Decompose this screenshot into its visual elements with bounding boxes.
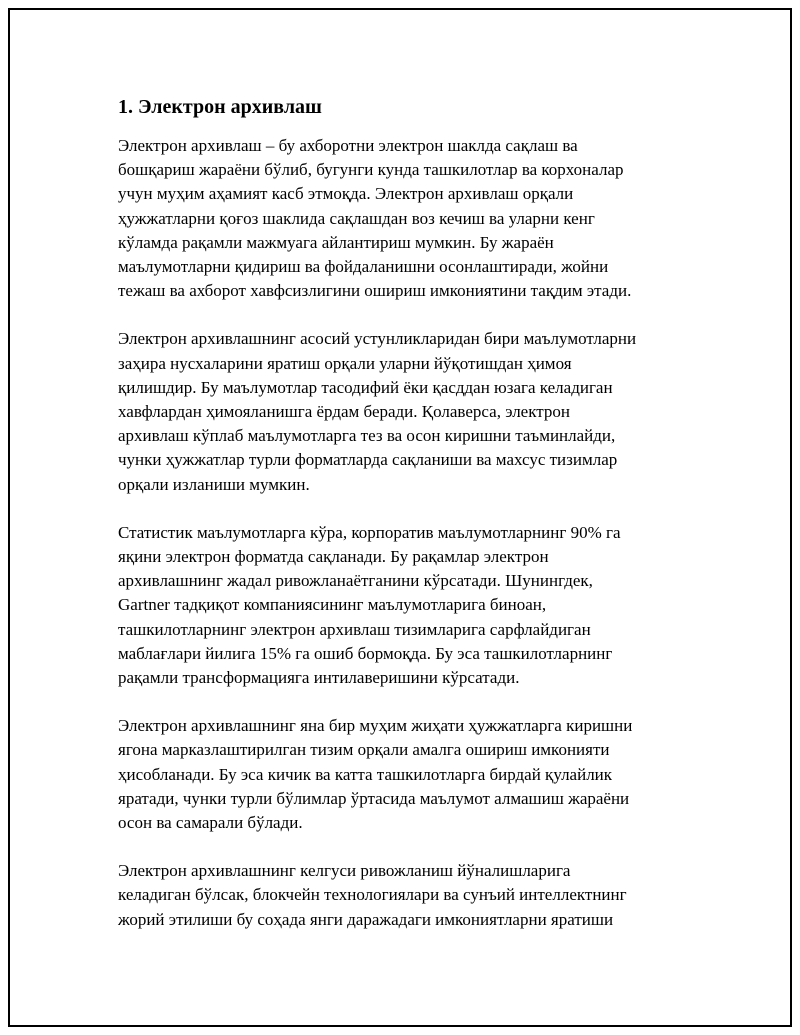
text-line: тежаш ва ахборот хавфсизлигини ошириш имкониятини тақдим этади. — [118, 281, 632, 301]
text-line: яратади, чунки турли бўлимлар ўртасида маълумот алмашиш жараёни — [118, 788, 630, 808]
text-line: ягона марказлаштирилган тизим орқали амалга ошириш имконияти — [118, 740, 610, 760]
paragraph — [118, 134, 698, 303]
text-line: қилишдир. Бу маълумотлар тасодифий ёки қасддан юзага келадиган — [118, 377, 613, 397]
paragraph — [118, 714, 698, 835]
text-line: Электрон архивлашнинг яна бир муҳим жиҳати ҳужжатларга киришни — [118, 716, 633, 736]
text-line: кўламда рақамли мажмуага айлантириш мумкин. Бу жараён — [118, 232, 554, 252]
text-line: Электрон архивлашнинг асосий устунликларидан бири маълумотларни — [118, 329, 637, 349]
text-line: ҳужжатларни қоғоз шаклида сақлашдан воз кечиш ва уларни кенг — [118, 208, 595, 228]
paragraph — [118, 521, 698, 690]
text-line: Статистик маълумотларга кўра, корпоратив маълумотларнинг 90% га — [118, 522, 621, 542]
document-body — [118, 94, 698, 956]
text-line: осон ва самарали бўлади. — [118, 813, 303, 833]
text-line: келадиган бўлсак, блокчейн технологиялари ва сунъий интеллектнинг — [118, 885, 627, 905]
text-line: Электрон архивлашнинг келгуси ривожланиш йўналишларига — [118, 861, 571, 881]
text-line: маълумотларни қидириш ва фойдаланишни осонлаштиради, жойни — [118, 257, 609, 277]
text-line: хавфлардан ҳимояланишга ёрдам беради. Қолаверса, электрон — [118, 402, 570, 422]
text-line: архивлашнинг жадал ривожланаётганини кўрсатади. Шунингдек, — [118, 571, 593, 591]
text-line: Gartner тадқиқот компаниясининг маълумотларига биноан, — [118, 595, 547, 615]
text-line: орқали изланиши мумкин. — [118, 474, 310, 494]
text-line: архивлаш кўплаб маълумотларга тез ва осон киришни таъминлайди, — [118, 426, 616, 446]
paragraph — [118, 859, 698, 932]
text-line: маблағлари йилига 15% га ошиб бормоқда. Бу эса ташкилотларнинг — [118, 643, 613, 663]
text-line: заҳира нусхаларини яратиш орқали уларни йўқотишдан ҳимоя — [118, 353, 572, 373]
text-line: жорий этилиши бу соҳада янги даражадаги имкониятларни яратиши — [118, 909, 614, 929]
text-line: ташкилотларнинг электрон архивлаш тизимларига сарфлайдиган — [118, 619, 591, 639]
text-line: чунки ҳужжатлар турли форматларда сақланиши ва махсус тизимлар — [118, 450, 618, 470]
text-line: бошқариш жараёни бўлиб, бугунги кунда ташкилотлар ва корхоналар — [118, 160, 624, 180]
text-line: ҳисобланади. Бу эса кичик ва катта ташкилотларга бирдай қулайлик — [118, 764, 613, 784]
section-heading: 1. Электрон архивлаш — [118, 96, 322, 118]
text-line: Электрон архивлаш – бу ахборотни электрон шаклда сақлаш ва — [118, 136, 578, 155]
text-line: рақамли трансформацияга интилаверишини кўрсатади. — [118, 668, 520, 688]
text-line: яқини электрон форматда сақланади. Бу рақамлар электрон — [118, 547, 549, 567]
paragraph — [118, 327, 698, 496]
text-line: учун муҳим аҳамият касб этмоқда. Электрон архивлаш орқали — [118, 184, 574, 204]
